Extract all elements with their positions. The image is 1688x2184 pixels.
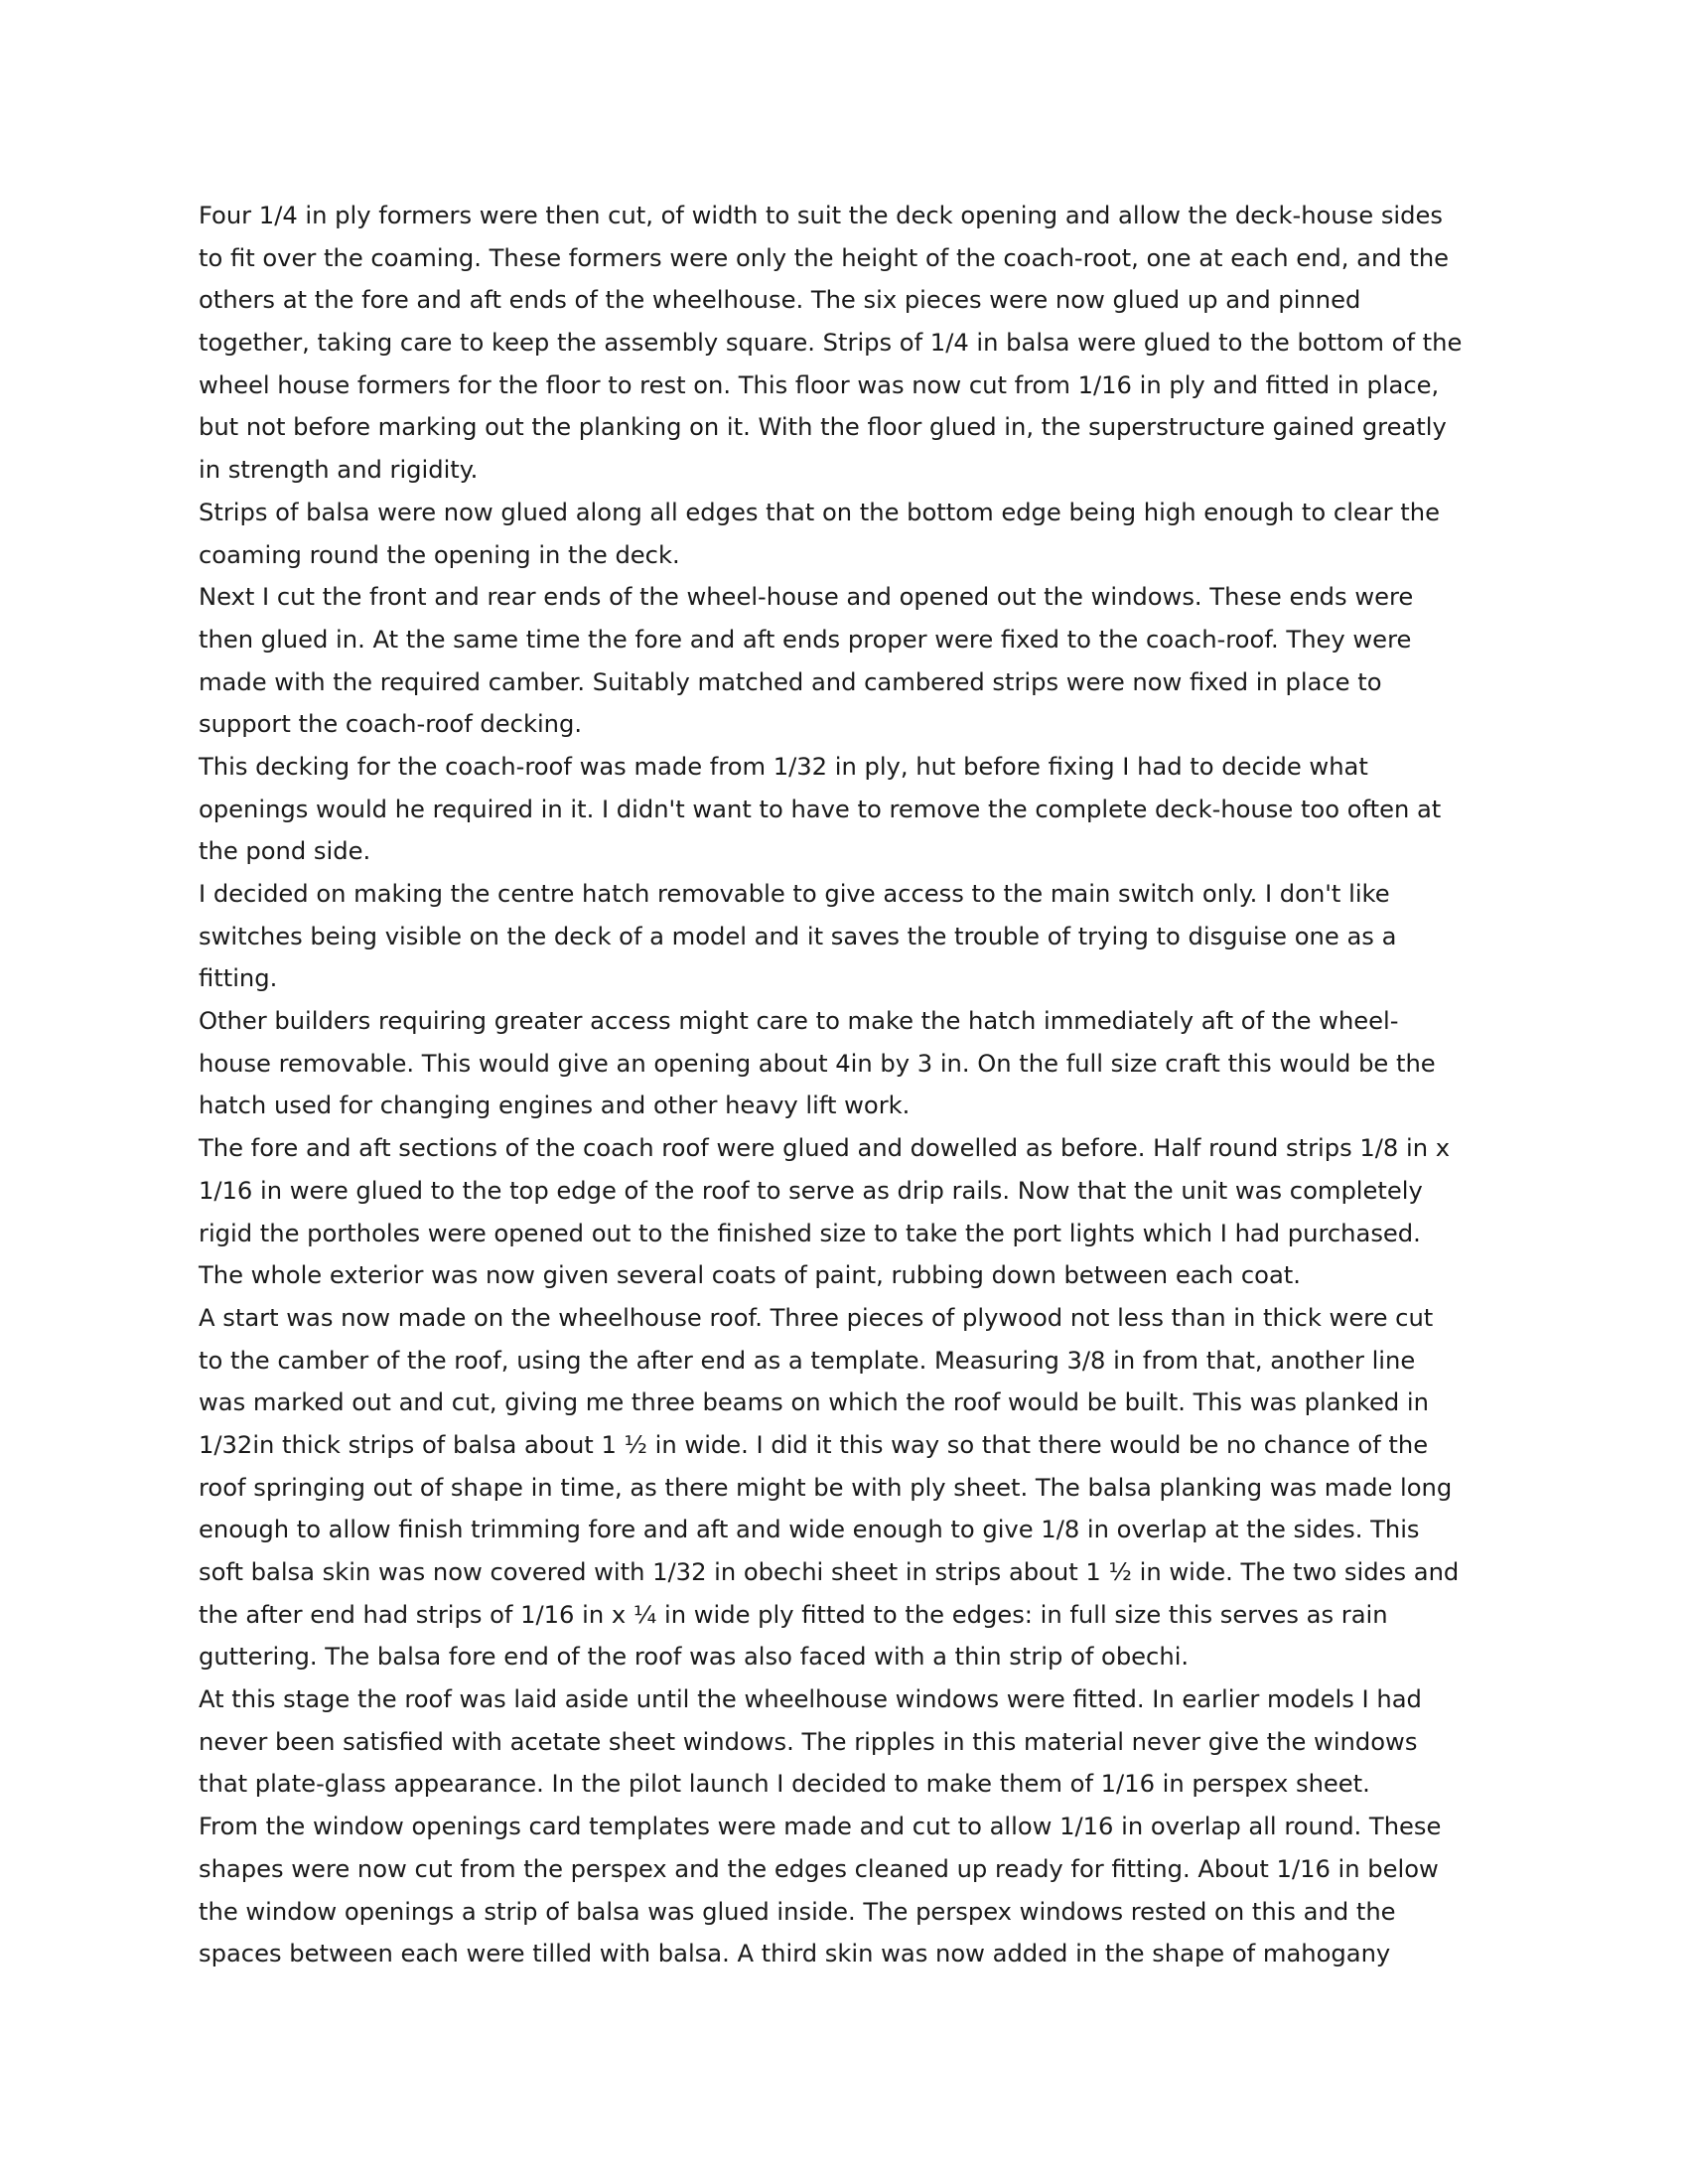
text-line: switches being visible on the deck of a model and it saves the trouble of trying to disguise one as a xyxy=(199,922,1397,950)
text-line: From the window openings card templates were made and cut to allow 1/16 in overlap all round. These xyxy=(199,1813,1442,1841)
text-line: Other builders requiring greater access might care to make the hatch immediately aft of the wheel- xyxy=(199,1007,1399,1036)
text-line: to fit over the coaming. These formers were only the height of the coach-root, one at each end, and the xyxy=(199,243,1450,272)
text-line: fitting. xyxy=(199,964,278,993)
body-text xyxy=(199,195,1489,1975)
text-line: I decided on making the centre hatch removable to give access to the main switch only. I don't like xyxy=(199,880,1390,908)
text-line: support the coach-roof decking. xyxy=(199,710,583,739)
text-line: in strength and rigidity. xyxy=(199,456,479,485)
text-line: but not before marking out the planking on it. With the floor glued in, the superstructure gained greatly xyxy=(199,413,1447,442)
text-line: to the camber of the roof, using the after end as a template. Measuring 3/8 in from that, another line xyxy=(199,1346,1416,1375)
text-line: shapes were now cut from the perspex and the edges cleaned up ready for fitting. About 1/16 in below xyxy=(199,1854,1439,1883)
text-line: the window openings a strip of balsa was glued inside. The perspex windows rested on this and the xyxy=(199,1897,1396,1926)
text-line: hatch used for changing engines and other heavy lift work. xyxy=(199,1092,911,1120)
text-line: the after end had strips of 1/16 in x ¼ in wide ply fitted to the edges: in full size this serves as rain xyxy=(199,1600,1388,1629)
text-line: wheel house formers for the floor to rest on. This floor was now cut from 1/16 in ply and fitted in place, xyxy=(199,370,1440,399)
text-line: soft balsa skin was now covered with 1/32 in obechi sheet in strips about 1 ½ in wide. The two sides and xyxy=(199,1558,1460,1586)
text-line: rigid the portholes were opened out to the finished size to take the port lights which I had purchased. xyxy=(199,1219,1421,1247)
text-line: made with the required camber. Suitably matched and cambered strips were now fixed in place to xyxy=(199,667,1382,696)
text-line: house removable. This would give an opening about 4in by 3 in. On the full size craft this would be the xyxy=(199,1049,1436,1078)
text-line: roof springing out of shape in time, as there might be with ply sheet. The balsa planking was made long xyxy=(199,1473,1453,1502)
text-line: guttering. The balsa fore end of the roof was also faced with a thin strip of obechi. xyxy=(199,1643,1190,1672)
text-line: others at the fore and aft ends of the wheelhouse. The six pieces were now glued up and pinned xyxy=(199,286,1361,315)
text-line: then glued in. At the same time the fore and aft ends proper were fixed to the coach-roof. They were xyxy=(199,625,1412,654)
text-line: that plate-glass appearance. In the pilot launch I decided to make them of 1/16 in perspex sheet. xyxy=(199,1770,1370,1799)
text-line: never been satisfied with acetate sheet windows. The ripples in this material never give the windows xyxy=(199,1727,1418,1756)
text-line: openings would he required in it. I didn't want to have to remove the complete deck-house too often at xyxy=(199,795,1442,823)
text-line: coaming round the opening in the deck. xyxy=(199,540,680,569)
text-line: A start was now made on the wheelhouse roof. Three pieces of plywood not less than in thick were cut xyxy=(199,1303,1434,1332)
text-line: The fore and aft sections of the coach roof were glued and dowelled as before. Half round strips 1/8 in x xyxy=(199,1134,1451,1163)
text-line: At this stage the roof was laid aside until the wheelhouse windows were fitted. In earlier models I had xyxy=(199,1685,1422,1714)
text-line: together, taking care to keep the assembly square. Strips of 1/4 in balsa were glued to the bottom of the xyxy=(199,329,1463,358)
text-line: This decking for the coach-roof was made from 1/32 in ply, hut before fixing I had to decide what xyxy=(199,752,1368,781)
text-line: Next I cut the front and rear ends of the wheel-house and opened out the windows. These ends were xyxy=(199,583,1414,612)
text-line: the pond side. xyxy=(199,837,371,866)
text-line: The whole exterior was now given several coats of paint, rubbing down between each coat. xyxy=(199,1261,1301,1290)
text-line: Four 1/4 in ply formers were then cut, of width to suit the deck opening and allow the deck-house sides xyxy=(199,202,1443,229)
text-line: was marked out and cut, giving me three beams on which the roof would be built. This was planked in xyxy=(199,1388,1429,1417)
text-line: Strips of balsa were now glued along all edges that on the bottom edge being high enough to clear the xyxy=(199,498,1440,526)
text-line: 1/32in thick strips of balsa about 1 ½ in wide. I did it this way so that there would be no chance of the xyxy=(199,1430,1429,1459)
text-line: spaces between each were tilled with balsa. A third skin was now added in the shape of mahogany xyxy=(199,1940,1391,1968)
text-line: enough to allow finish trimming fore and aft and wide enough to give 1/8 in overlap at the sides. This xyxy=(199,1516,1420,1544)
text-line: 1/16 in were glued to the top edge of the roof to serve as drip rails. Now that the unit was completely xyxy=(199,1176,1423,1205)
